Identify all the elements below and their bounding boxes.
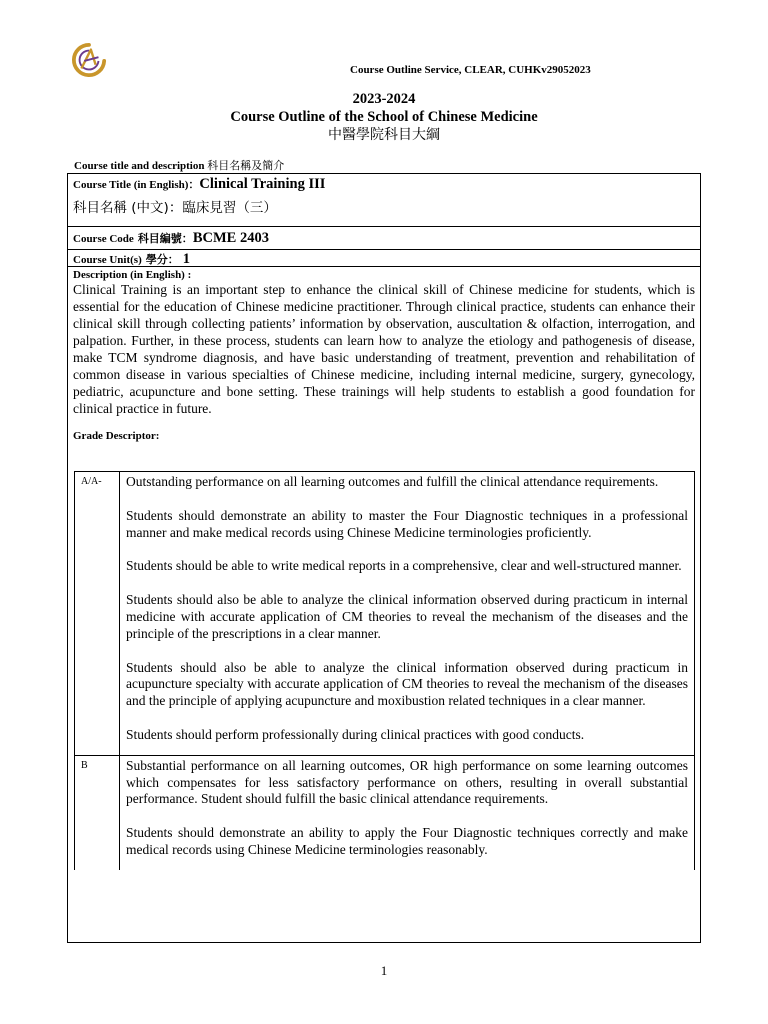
- clear-logo-icon: [70, 42, 108, 78]
- course-unit-label-zh: 學分：: [145, 253, 179, 266]
- course-code-label-zh: 科目編號：: [137, 232, 193, 245]
- outline-title: Course Outline of the School of Chinese Medicine: [230, 109, 538, 125]
- course-title-value: Clinical Training III: [199, 176, 326, 192]
- description-label: Description (in English) :: [73, 269, 192, 281]
- course-unit-row: [68, 250, 700, 267]
- outline-title-zh: 中醫學院科目大綱: [328, 127, 440, 143]
- section-label: [74, 157, 284, 173]
- grade-description: [120, 472, 694, 755]
- course-title-label: Course Title (in English)：: [73, 179, 200, 191]
- grade-paragraph: Students should be able to write medical reports in a comprehensive, clear and well-structured manner.: [126, 558, 682, 574]
- grade-paragraph: Students should also be able to analyze the clinical information observed during practicum in acupuncture specialty with accurate application of CM theories to reveal the mechanism of the diseases and the principle of applying acupuncture and moxibustion related techniques in a clear manner.: [126, 659, 688, 709]
- document-heading: [0, 90, 768, 144]
- grade-paragraph: Students should perform professionally during clinical practices with good conducts.: [126, 726, 585, 742]
- service-line: Course Outline Service, CLEAR, CUHKv29052023: [350, 64, 591, 76]
- course-code-value: BCME 2403: [192, 230, 269, 246]
- grade-paragraph: Outstanding performance on all learning outcomes and fulfill the clinical attendance requirements.: [126, 474, 659, 489]
- grade-paragraph: Students should also be able to analyze the clinical information observed during practicum in internal medicine with accurate application of CM theories to reveal the mechanism of the diseases and the principle of the prescriptions in a clear manner.: [126, 592, 688, 641]
- academic-year: 2023-2024: [352, 91, 416, 107]
- grade-paragraph: Students should demonstrate an ability to apply the Four Diagnostic techniques correctly and make medical records using Chinese Medicine terminologies reasonably.: [126, 825, 688, 857]
- course-code-label: Course Code: [73, 233, 134, 245]
- page-number: 1: [380, 963, 388, 978]
- section-label-zh: 科目名稱及簡介: [207, 159, 285, 172]
- description-section: [68, 267, 700, 442]
- grade-descriptor-table: [74, 471, 695, 870]
- grade-paragraph: Substantial performance on all learning outcomes, OR high performance on some learning outcomes which compensates for less satisfactory performance on others, resulting in overall substantial performance. Student should fulfill the basic clinical attendance requirements.: [126, 757, 688, 807]
- course-title-zh: 科目名稱 (中文)：臨床見習（三）: [73, 200, 277, 216]
- grade-code: B: [75, 756, 120, 870]
- course-code-row: [68, 227, 700, 250]
- section-label-en: Course title and description: [74, 160, 205, 172]
- grade-row-a: [75, 472, 694, 756]
- grade-code: A/A-: [75, 472, 120, 755]
- description-text: Clinical Training is an important step to enhance the clinical skill of Chinese medicine for students, which is essential for the education of Chinese medicine practitioner. Through clinical practice, students can enhance their clinical skill through collecting patients’ information by observation, auscultation & olfaction, interrogation, and palpation. Further, in these process, students can learn how to analyze the etiology and pathogenesis of disease, make TCM syndrome diagnosis, and have basic understanding of treatment, prevention and rehabilitation of common disease in various specialties of Chinese medicine, including internal medicine, surgery, gynecology, pediatric, acupuncture and bone setting. These trainings will help students to establish a good foundation for clinical practice in future.: [73, 282, 695, 416]
- course-unit-value: 1: [182, 251, 190, 267]
- course-unit-label: Course Unit(s): [73, 254, 142, 266]
- grade-description: [120, 756, 694, 870]
- grade-paragraph: Students should demonstrate an ability to master the Four Diagnostic techniques in a professional manner and make medical records using Chinese Medicine terminologies proficiently.: [126, 507, 688, 540]
- course-title-row: [68, 174, 700, 227]
- grade-descriptor-label: Grade Descriptor:: [73, 430, 160, 442]
- grade-row-b: [75, 756, 694, 870]
